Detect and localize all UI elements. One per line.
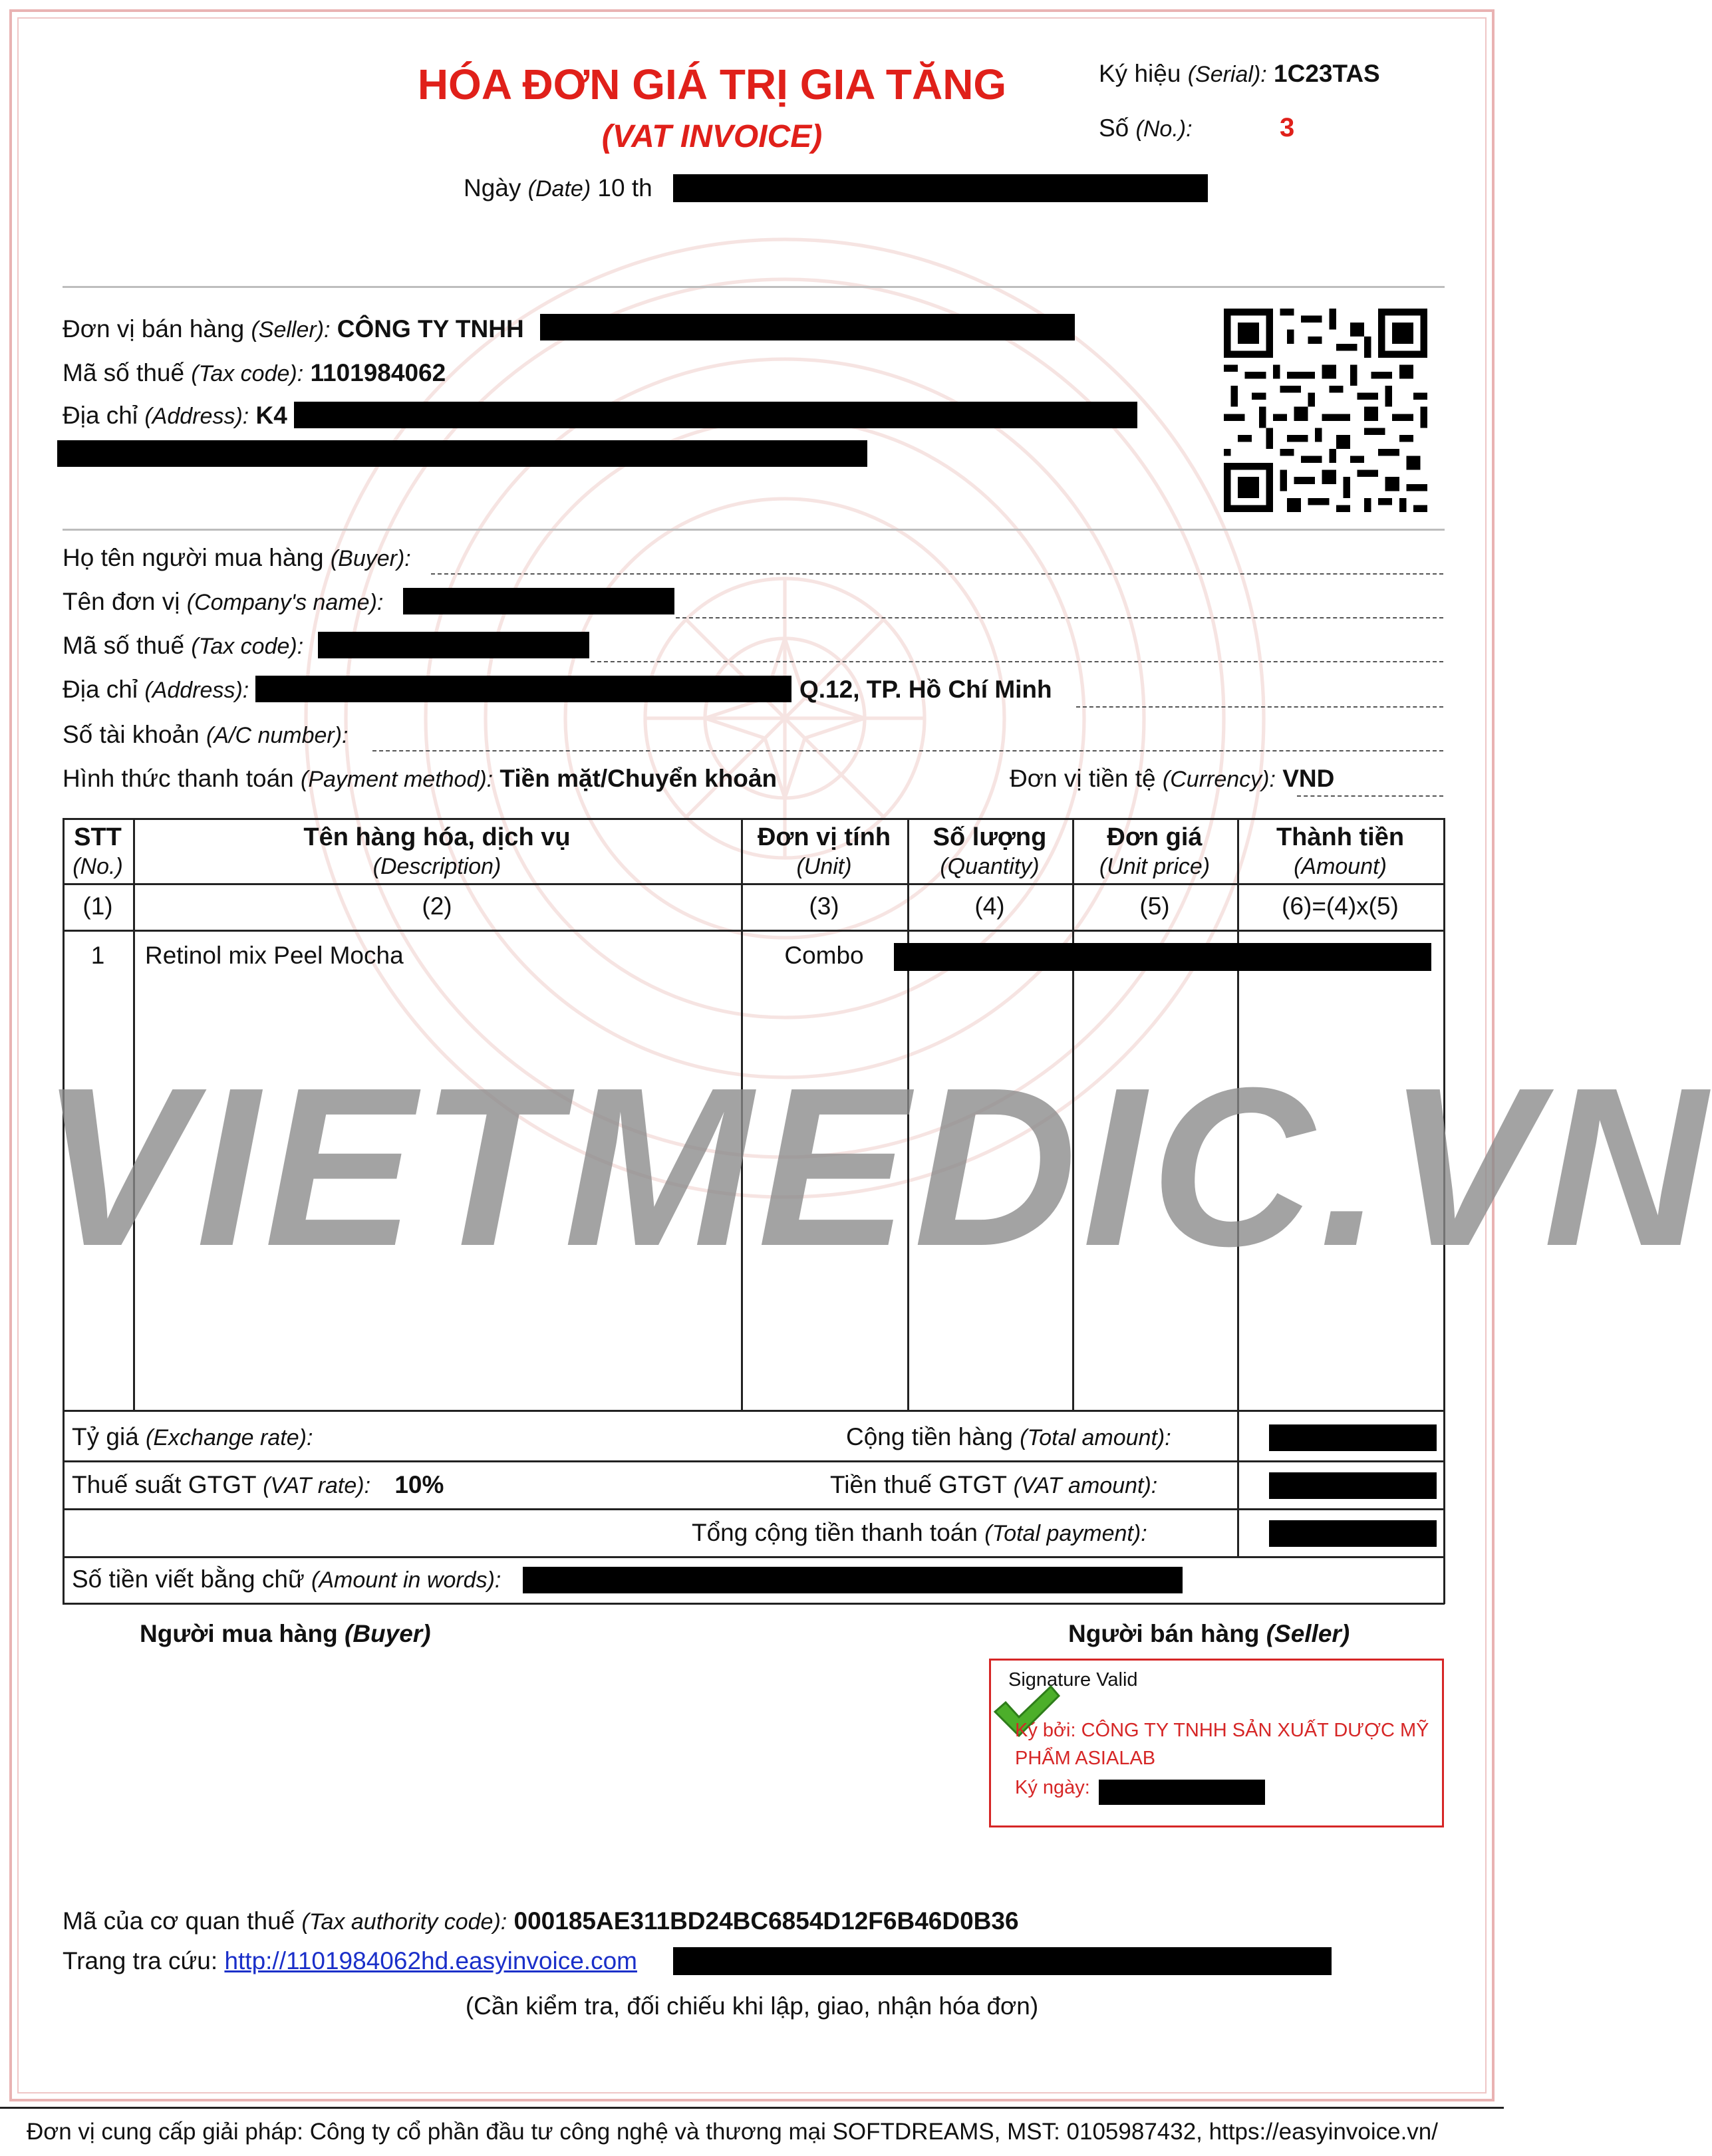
provider-text: Đơn vị cung cấp giải pháp: Công ty cổ phần đầu tư công nghệ và thương mại SOFTDREAMS, MST: 0105987432, https://easyinvoice.vn/ [27, 2119, 1438, 2145]
total-payment-label: Tổng cộng tiền thanh toán [692, 1519, 978, 1546]
total-amount-label-en: (Total amount): [1020, 1425, 1171, 1450]
signature-status: Signature Valid [1008, 1669, 1138, 1690]
vat-amount-label: Tiền thuế GTGT [830, 1471, 1007, 1498]
redacted-seller-address-2 [57, 440, 867, 467]
buyer-signature-label: Người mua hàng [140, 1620, 338, 1647]
col-header-amount: Thành tiền [1276, 823, 1405, 851]
col-header-quantity: Số lượng [932, 823, 1047, 851]
serial-label: Ký hiệu [1099, 60, 1181, 87]
buyer-tax-line [63, 632, 303, 660]
seller-address-label-en: (Address): [144, 404, 249, 429]
number-line [1099, 114, 1193, 142]
buyer-address-line [63, 676, 249, 704]
col-header-description-en: (Description) [372, 854, 501, 879]
redacted-total-payment [1269, 1520, 1437, 1547]
redacted-row-values [894, 943, 1431, 971]
buyer-tax-label: Mã số thuế [63, 632, 185, 659]
buyer-name-label: Họ tên người mua hàng [63, 544, 324, 571]
currency-label: Đơn vị tiền tệ [1010, 765, 1156, 792]
total-payment-line [692, 1519, 1147, 1547]
seller-name-label-en: (Seller): [251, 317, 331, 342]
col-index-1: (1) [82, 892, 113, 920]
redacted-amount-words [523, 1567, 1183, 1593]
check-note: (Cần kiểm tra, đối chiếu khi lập, giao, nhận hóa đơn) [465, 1992, 1039, 2020]
total-payment-label-en: (Total payment): [984, 1521, 1147, 1546]
buyer-address-value: Q.12, TP. Hồ Chí Minh [799, 676, 1052, 703]
number-label-en: (No.): [1135, 116, 1193, 142]
seller-name-label: Đơn vị bán hàng [63, 315, 245, 342]
redacted-buyer-tax [318, 632, 589, 658]
col-header-unit-price: Đơn giá [1107, 823, 1203, 851]
col-header-unit-price-en: (Unit price) [1099, 854, 1211, 879]
serial-value: 1C23TAS [1274, 60, 1380, 87]
seller-address-label: Địa chỉ [63, 402, 138, 429]
buyer-signature-title [140, 1620, 431, 1648]
exchange-rate-label-en: (Exchange rate): [146, 1425, 313, 1450]
col-header-unit: Đơn vị tính [757, 823, 891, 851]
col-index-2: (2) [422, 892, 452, 920]
buyer-address-dots [1076, 706, 1443, 708]
table-bottom-border [63, 1603, 1445, 1605]
redacted-buyer-company [403, 588, 674, 614]
buyer-address-label-en: (Address): [144, 678, 249, 703]
buyer-company-line [63, 588, 383, 616]
buyer-tax-dots [591, 661, 1443, 662]
currency-label-en: (Currency): [1162, 767, 1276, 792]
serial-line [1099, 60, 1380, 88]
col-header-no-en: (No.) [72, 854, 123, 879]
amount-words-label-en: (Amount in words): [311, 1567, 501, 1593]
total-amount-label: Cộng tiền hàng [846, 1423, 1013, 1450]
vat-rate-label: Thuế suất GTGT [72, 1471, 256, 1498]
seller-address-line [63, 402, 287, 430]
lookup-link[interactable]: http://1101984062hd.easyinvoice.com [224, 1947, 637, 1974]
footer-divider [0, 2107, 1504, 2109]
exchange-rate-line [72, 1423, 313, 1451]
payment-method-value: Tiền mặt/Chuyển khoản [499, 765, 778, 792]
total-amount-line [846, 1423, 1171, 1451]
seller-signature-title [1068, 1620, 1350, 1648]
amount-words-label: Số tiền viết bằng chữ [72, 1565, 305, 1593]
date-line [464, 174, 652, 202]
buyer-account-label-en: (A/C number): [206, 723, 349, 748]
amount-words-line [72, 1565, 501, 1593]
date-label-en: (Date) [527, 176, 591, 202]
row-no: 1 [90, 942, 105, 969]
seller-tax-label-en: (Tax code): [191, 361, 304, 386]
col-index-5: (5) [1139, 892, 1170, 920]
signed-by-line-2: PHẨM ASIALAB [1015, 1748, 1156, 1769]
col-index-4: (4) [974, 892, 1005, 920]
col-header-unit-en: (Unit) [796, 854, 852, 879]
seller-tax-value: 1101984062 [310, 359, 446, 386]
buyer-name-label-en: (Buyer): [330, 546, 411, 571]
col-header-description: Tên hàng hóa, dịch vụ [303, 823, 571, 851]
vat-rate-label-en: (VAT rate): [263, 1473, 371, 1498]
tax-authority-value: 000185AE311BD24BC6854D12F6B46D0B36 [513, 1907, 1019, 1935]
buyer-account-dots [372, 750, 1443, 751]
redacted-lookup-code [673, 1947, 1332, 1975]
seller-tax-line [63, 359, 446, 387]
divider-top [63, 286, 1445, 288]
serial-label-en: (Serial): [1187, 62, 1267, 87]
col-header-no: STT [74, 823, 122, 851]
signed-by-line-1: Ký bởi: CÔNG TY TNHH SẢN XUẤT DƯỢC MỸ [1015, 1720, 1429, 1741]
col-header-quantity-en: (Quantity) [940, 854, 1040, 879]
redacted-vat-amount [1269, 1472, 1437, 1499]
invoice-title: HÓA ĐƠN GIÁ TRỊ GIA TĂNG [417, 61, 1007, 108]
seller-signature-label-en: (Seller) [1266, 1620, 1350, 1647]
watermark-text: VIETMEDIC.VN [40, 1041, 1712, 1293]
divider-buyer [63, 529, 1445, 531]
row-description: Retinol mix Peel Mocha [145, 942, 404, 969]
tax-authority-label-en: (Tax authority code): [301, 1909, 507, 1935]
col-index-3: (3) [809, 892, 839, 920]
lookup-label: Trang tra cứu: [63, 1947, 218, 1974]
vat-rate-line [72, 1471, 444, 1499]
tax-authority-line [63, 1907, 1019, 1935]
seller-name-value: CÔNG TY TNHH [337, 315, 524, 342]
seller-name-line [63, 315, 524, 343]
row-unit: Combo [784, 942, 864, 969]
col-index-6: (6)=(4)x(5) [1282, 892, 1399, 920]
buyer-account-line [63, 721, 349, 749]
redacted-total-amount [1269, 1424, 1437, 1451]
buyer-tax-label-en: (Tax code): [191, 634, 304, 659]
redacted-buyer-address [255, 676, 791, 702]
vat-amount-line [830, 1471, 1157, 1499]
seller-tax-label: Mã số thuế [63, 359, 185, 386]
redacted-seller-name [540, 314, 1075, 340]
number-label: Số [1099, 114, 1129, 142]
payment-method-label-en: (Payment method): [301, 767, 494, 792]
currency-dots [1297, 795, 1443, 797]
payment-method-label: Hình thức thanh toán [63, 765, 294, 792]
signed-date-label: Ký ngày: [1015, 1777, 1090, 1798]
invoice-subtitle: (VAT INVOICE) [601, 119, 823, 154]
buyer-name-dots [431, 573, 1443, 575]
col-header-amount-en: (Amount) [1294, 854, 1387, 879]
redacted-seller-address-1 [294, 402, 1137, 428]
lookup-line [63, 1947, 637, 1975]
buyer-company-label: Tên đơn vị [63, 588, 180, 615]
currency-line [1010, 765, 1334, 793]
date-value: 10 th [597, 174, 652, 202]
tax-authority-label: Mã của cơ quan thuế [63, 1907, 295, 1935]
buyer-company-dots [676, 617, 1443, 618]
buyer-company-label-en: (Company's name): [186, 590, 384, 615]
seller-signature-label: Người bán hàng [1068, 1620, 1260, 1647]
buyer-account-label: Số tài khoản [63, 721, 200, 748]
redacted-signed-date [1099, 1780, 1265, 1805]
invoice-number: 3 [1280, 113, 1295, 142]
buyer-name-line [63, 544, 411, 572]
redacted-date [673, 174, 1208, 202]
vat-amount-label-en: (VAT amount): [1013, 1473, 1158, 1498]
buyer-signature-label-en: (Buyer) [345, 1620, 431, 1647]
vat-rate-value: 10% [394, 1471, 444, 1498]
qr-code [1224, 309, 1427, 512]
date-label: Ngày [464, 174, 521, 202]
exchange-rate-label: Tỷ giá [72, 1423, 139, 1450]
currency-value: VND [1282, 765, 1335, 792]
buyer-address-label: Địa chỉ [63, 676, 138, 703]
payment-method-line [63, 765, 777, 793]
seller-address-value: K4 [255, 402, 287, 429]
